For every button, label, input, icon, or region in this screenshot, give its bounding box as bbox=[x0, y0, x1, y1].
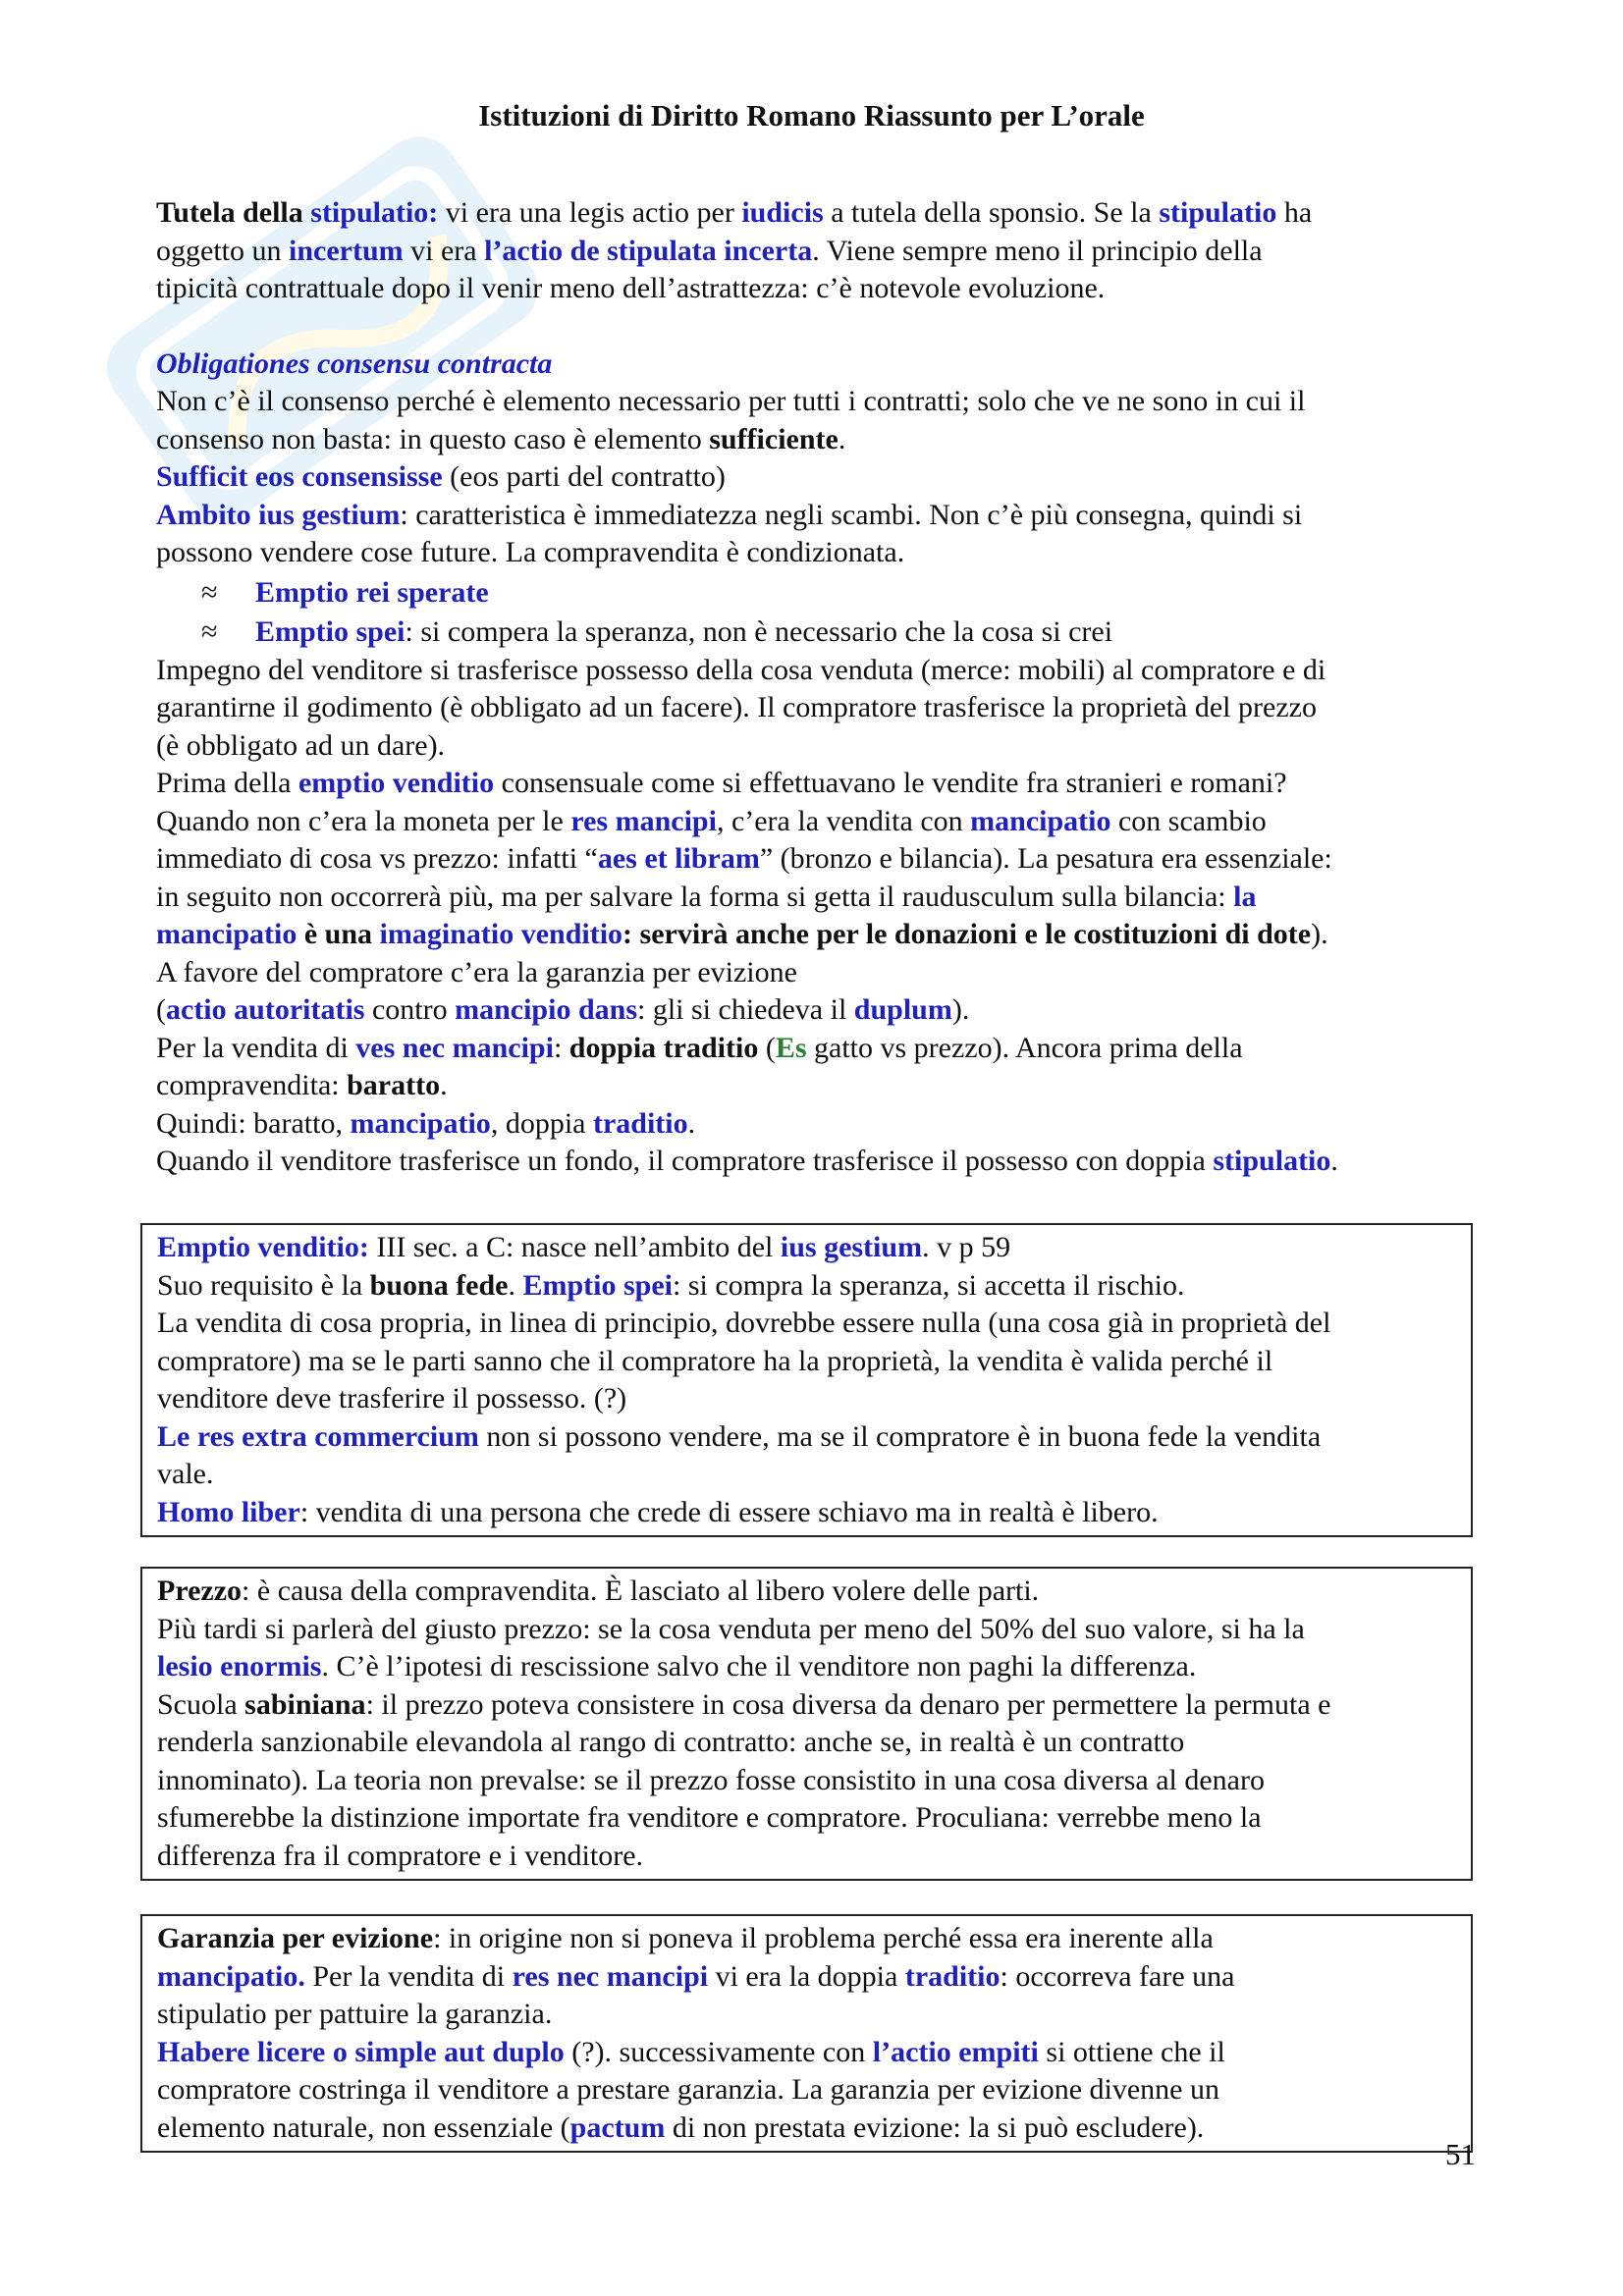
page-title: Istituzioni di Diritto Romano Riassunto per L’orale bbox=[478, 98, 1145, 133]
box-line: Emptio venditio: III sec. a C: nasce nell’ambito del ius gestium. v p 59 bbox=[157, 1231, 1011, 1263]
box-line: compratore) ma se le parti sanno che il compratore ha la proprietà, la vendita è valida perché il bbox=[157, 1344, 1273, 1377]
approx-bullet-icon: ≈ bbox=[201, 615, 218, 648]
body-line: (actio autoritatis contro mancipio dans: gli si chiedeva il duplum). bbox=[156, 993, 970, 1026]
body-line: (è obbligato ad un dare). bbox=[156, 728, 446, 762]
body-line: compravendita: baratto. bbox=[156, 1069, 448, 1101]
box-line: Suo requisito è la buona fede. Emptio spei: si compra la speranza, si accetta il rischio. bbox=[157, 1268, 1185, 1302]
body-line: immediato di cosa vs prezzo: infatti “aes et libram” (bronzo e bilancia). La pesatura era essenziale: bbox=[156, 842, 1332, 875]
box-line: mancipatio. Per la vendita di res nec mancipi vi era la doppia traditio: occorreva fare una bbox=[157, 1959, 1235, 1993]
box-line: Le res extra commercium non si possono vendere, ma se il compratore è in buona fede la vendita bbox=[157, 1419, 1322, 1453]
box-line: Prezzo: è causa della compravendita. È lasciato al libero volere delle parti. bbox=[157, 1575, 1040, 1607]
body-line: Quindi: baratto, mancipatio, doppia traditio. bbox=[156, 1106, 696, 1140]
box-line: sfumerebbe la distinzione importate fra venditore e compratore. Proculiana: verrebbe meno la bbox=[157, 1801, 1262, 1834]
body-line: A favore del compratore c’era la garanzia per evizione bbox=[156, 955, 797, 988]
box-line: Habere licere o simple aut duplo (?). successivamente con l’actio empiti si ottiene che il bbox=[157, 2035, 1225, 2068]
box-line: venditore deve trasferire il possesso. (?) bbox=[157, 1382, 627, 1415]
intro-line: Tutela della stipulatio: vi era una legis actio per iudicis a tutela della sponsio. Se la stipulatio ha bbox=[156, 196, 1313, 229]
body-line: Impegno del venditore si trasferisce possesso della cosa venduta (merce: mobili) al compratore e di bbox=[156, 653, 1326, 686]
body-line: consenso non basta: in questo caso è elemento sufficiente. bbox=[156, 422, 846, 455]
box-line: Scuola sabiniana: il prezzo poteva consistere in cosa diversa da denaro per permettere la permuta e bbox=[157, 1687, 1331, 1721]
garanzia-box bbox=[140, 1914, 1473, 2153]
box-line: Garanzia per evizione: in origine non si poneva il problema perché essa era inerente alla bbox=[157, 1922, 1214, 1954]
emptio-venditio-box bbox=[140, 1223, 1473, 1537]
box-line: differenza fra il compratore e i venditore. bbox=[157, 1839, 644, 1872]
bullet-item: ≈ Emptio spei: si compera la speranza, non è necessario che la cosa si crei bbox=[156, 614, 1482, 652]
intro-line: oggetto un incertum vi era l’actio de stipulata incerta. Viene sempre meno il principio della bbox=[156, 234, 1263, 267]
box-line: compratore costringa il venditore a prestare garanzia. La garanzia per evizione divenne un bbox=[157, 2073, 1219, 2106]
box-line: La vendita di cosa propria, in linea di principio, dovrebbe essere nulla (una cosa già in proprietà del bbox=[157, 1307, 1331, 1339]
body-line: garantirne il godimento (è obbligato ad un facere). Il compratore trasferisce la proprietà del prezzo bbox=[156, 691, 1317, 723]
body-line: in seguito non occorrerà più, ma per salvare la forma si getta il raudusculum sulla bilancia: la bbox=[156, 880, 1257, 913]
body-line: Sufficit eos consensisse (eos parti del contratto) bbox=[156, 460, 726, 493]
box-line: Homo liber: vendita di una persona che crede di essere schiavo ma in realtà è libero. bbox=[157, 1495, 1159, 1528]
body-line: Quando non c’era la moneta per le res mancipi, c’era la vendita con mancipatio con scambio bbox=[156, 804, 1267, 837]
box-line: elemento naturale, non essenziale (pactum di non prestata evizione: la si può escludere). bbox=[157, 2110, 1205, 2144]
box-line: lesio enormis. C’è l’ipotesi di rescissione salvo che il venditore non paghi la differenza. bbox=[157, 1650, 1197, 1682]
page-number: 51 bbox=[1445, 2137, 1476, 2171]
body-line: Ambito ius gestium: caratteristica è immediatezza negli scambi. Non c’è più consegna, quindi si bbox=[156, 498, 1303, 531]
body-line: mancipatio è una imaginatio venditio: servirà anche per le donazioni e le costituzioni di dote). bbox=[156, 918, 1328, 950]
box-line: innominato). La teoria non prevalse: se il prezzo fosse consistito in una cosa diversa al denaro bbox=[157, 1763, 1265, 1796]
section-heading: Obligationes consensu contracta bbox=[156, 347, 553, 380]
intro-section bbox=[156, 194, 1482, 1181]
prezzo-box bbox=[140, 1567, 1473, 1881]
box-line: vale. bbox=[157, 1458, 214, 1490]
body-line: possono vendere cose future. La compravendita è condizionata. bbox=[156, 536, 905, 568]
bullet-item: ≈ Emptio rei sperate bbox=[156, 574, 1482, 613]
body-line: Quando il venditore trasferisce un fondo, il compratore trasferisce il possesso con doppia stipulatio. bbox=[156, 1145, 1338, 1177]
box-line: stipulatio per pattuire la garanzia. bbox=[157, 1998, 553, 2030]
intro-line: tipicità contrattuale dopo il venir meno dell’astrattezza: c’è notevole evoluzione. bbox=[156, 272, 1106, 304]
body-line: Prima della emptio venditio consensuale come si effettuavano le vendite fra stranieri e romani? bbox=[156, 767, 1287, 799]
approx-bullet-icon: ≈ bbox=[201, 575, 218, 609]
body-line: Non c’è il consenso perché è elemento necessario per tutti i contratti; solo che ve ne sono in cui il bbox=[156, 385, 1306, 417]
box-line: Più tardi si parlerà del giusto prezzo: se la cosa venduta per meno del 50% del suo valore, si ha la bbox=[157, 1612, 1305, 1645]
body-line: Per la vendita di ves nec mancipi: doppia traditio (Es gatto vs prezzo). Ancora prima della bbox=[156, 1031, 1243, 1064]
box-line: renderla sanzionabile elevandola al rango di contratto: anche se, in realtà è un contratto bbox=[157, 1726, 1185, 1758]
